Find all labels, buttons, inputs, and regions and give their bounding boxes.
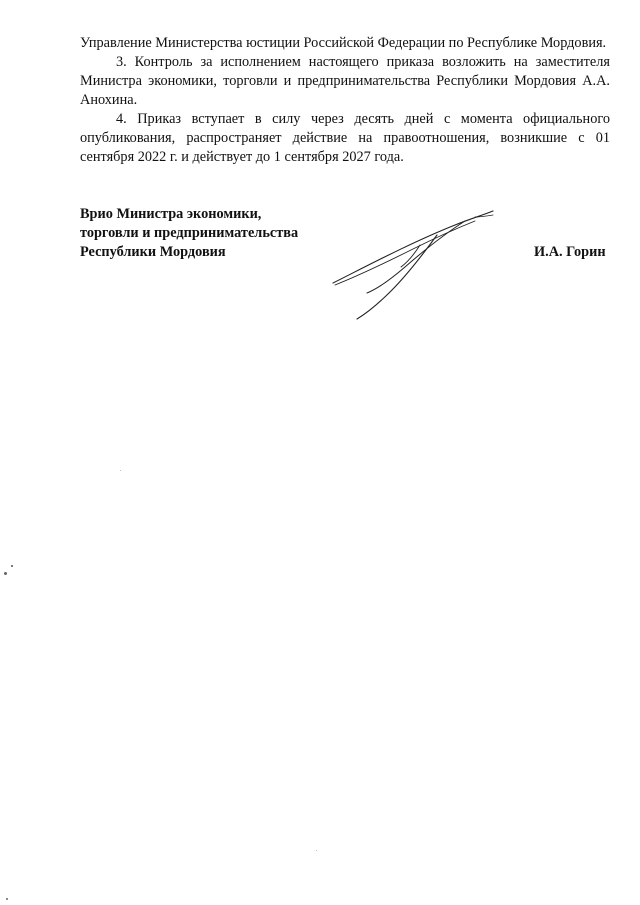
scan-speck xyxy=(316,850,317,851)
signatory-title-line: Врио Министра экономики, xyxy=(80,206,262,222)
signatory-name: И.А. Горин xyxy=(534,244,606,260)
scan-speck xyxy=(11,565,13,567)
signatory-title-line: Республики Мордовия xyxy=(80,244,226,260)
paragraph-item-3: 3. Контроль за исполнением настоящего приказа возложить на заместителя Министра экономики, торговли и предпринимательства Республики Мордовия А.А. Анохина. xyxy=(80,54,610,108)
document-body xyxy=(80,34,610,167)
signatory-title xyxy=(80,205,340,262)
signatory-title-line: торговли и предпринимательства xyxy=(80,225,299,241)
scan-speck xyxy=(4,572,7,575)
paragraph-continuation: Управление Министерства юстиции Российской Федерации по Республике Мордовия. xyxy=(80,35,607,51)
paragraph-item-4: 4. Приказ вступает в силу через десять дней с момента официального опубликования, распространяет действие на правоотношения, возникшие с 01 сентября 2022 г. и действует до 1 сентября 2027 года. xyxy=(80,111,610,165)
scan-speck xyxy=(6,898,8,900)
handwritten-signature xyxy=(325,205,500,325)
scan-speck xyxy=(120,470,121,471)
